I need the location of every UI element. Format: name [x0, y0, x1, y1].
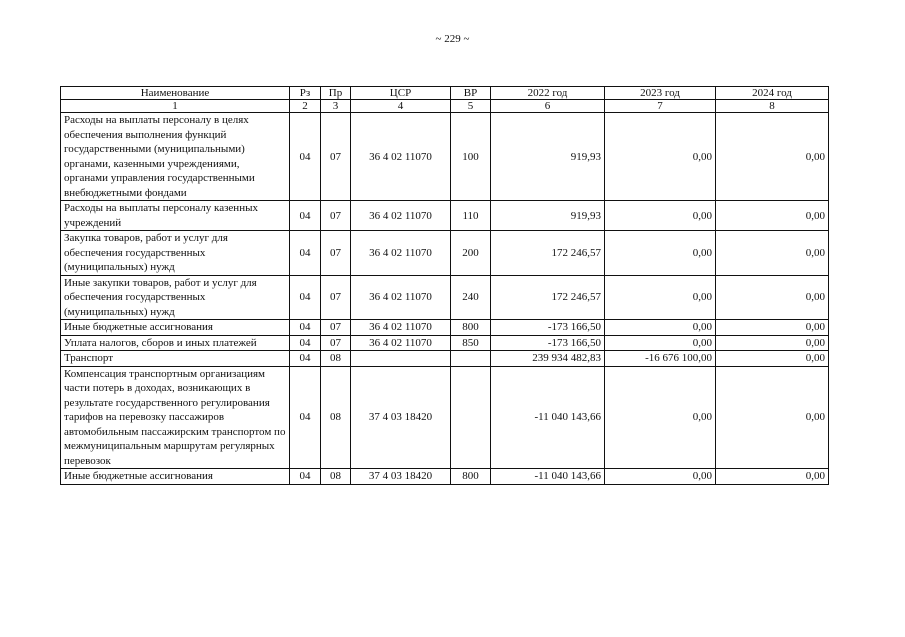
row-vr: 800: [451, 320, 491, 336]
row-2024: 0,00: [716, 335, 829, 351]
header-vr: ВР: [451, 87, 491, 100]
row-vr: 100: [451, 113, 491, 201]
row-2023: 0,00: [605, 335, 716, 351]
row-csr: 37 4 03 18420: [351, 366, 451, 469]
table-row: [61, 320, 829, 336]
row-2022: 172 246,57: [491, 275, 605, 320]
row-pr: 07: [321, 275, 351, 320]
row-rz: 04: [290, 469, 321, 485]
row-rz: 04: [290, 320, 321, 336]
row-2023: 0,00: [605, 469, 716, 485]
row-2024: 0,00: [716, 201, 829, 231]
row-vr: 850: [451, 335, 491, 351]
row-2024: 0,00: [716, 231, 829, 276]
row-vr: 800: [451, 469, 491, 485]
header-csr: ЦСР: [351, 87, 451, 100]
column-number-row: [61, 100, 829, 113]
row-pr: 07: [321, 320, 351, 336]
row-vr: 240: [451, 275, 491, 320]
column-number: 3: [321, 100, 351, 113]
row-2023: 0,00: [605, 113, 716, 201]
row-2022: 919,93: [491, 201, 605, 231]
row-2024: 0,00: [716, 469, 829, 485]
row-csr: 36 4 02 11070: [351, 231, 451, 276]
column-number: 7: [605, 100, 716, 113]
column-number: 4: [351, 100, 451, 113]
table-row: [61, 469, 829, 485]
table-row: [61, 351, 829, 367]
row-2023: -16 676 100,00: [605, 351, 716, 367]
table-row: [61, 231, 829, 276]
row-csr: 36 4 02 11070: [351, 275, 451, 320]
row-pr: 07: [321, 113, 351, 201]
row-rz: 04: [290, 201, 321, 231]
table-row: [61, 366, 829, 469]
row-2024: 0,00: [716, 320, 829, 336]
row-csr: [351, 351, 451, 367]
header-pr: Пр: [321, 87, 351, 100]
header-2024: 2024 год: [716, 87, 829, 100]
page-number: ~ 229 ~: [435, 33, 470, 45]
table-row: [61, 335, 829, 351]
column-number: 8: [716, 100, 829, 113]
row-name: Расходы на выплаты персоналу казенных учреждений: [61, 201, 290, 231]
header-2022: 2022 год: [491, 87, 605, 100]
row-pr: 08: [321, 351, 351, 367]
row-vr: [451, 366, 491, 469]
row-pr: 08: [321, 469, 351, 485]
row-2022: -173 166,50: [491, 335, 605, 351]
row-name: Закупка товаров, работ и услуг для обеспечения государственных (муниципальных) нужд: [61, 231, 290, 276]
row-rz: 04: [290, 366, 321, 469]
row-2022: -11 040 143,66: [491, 366, 605, 469]
row-name: Иные закупки товаров, работ и услуг для обеспечения государственных (муниципальных) нужд: [61, 275, 290, 320]
row-rz: 04: [290, 335, 321, 351]
row-csr: 36 4 02 11070: [351, 320, 451, 336]
row-csr: 36 4 02 11070: [351, 201, 451, 231]
row-rz: 04: [290, 113, 321, 201]
row-name: Иные бюджетные ассигнования: [61, 320, 290, 336]
row-2022: 172 246,57: [491, 231, 605, 276]
row-2022: -173 166,50: [491, 320, 605, 336]
row-name: Расходы на выплаты персоналу в целях обеспечения выполнения функций государственными (муниципальными) органами, казенными учреждениями, органами управления государственными внебюджетными фондами: [61, 113, 290, 201]
column-number: 1: [61, 100, 290, 113]
row-pr: 07: [321, 201, 351, 231]
row-2023: 0,00: [605, 275, 716, 320]
row-2024: 0,00: [716, 351, 829, 367]
row-csr: 36 4 02 11070: [351, 335, 451, 351]
row-rz: 04: [290, 351, 321, 367]
row-2023: 0,00: [605, 320, 716, 336]
budget-table: [60, 86, 829, 485]
row-name: Иные бюджетные ассигнования: [61, 469, 290, 485]
row-vr: 110: [451, 201, 491, 231]
row-rz: 04: [290, 275, 321, 320]
row-2022: -11 040 143,66: [491, 469, 605, 485]
row-2024: 0,00: [716, 275, 829, 320]
row-csr: 37 4 03 18420: [351, 469, 451, 485]
header-2023: 2023 год: [605, 87, 716, 100]
column-number: 2: [290, 100, 321, 113]
row-name: Транспорт: [61, 351, 290, 367]
row-2023: 0,00: [605, 201, 716, 231]
row-name: Компенсация транспортным организациям части потерь в доходах, возникающих в результате государственного регулирования тарифов на перевозку пассажиров автомобильным пассажирским транспортом по межмуниципальным маршрутам регулярных перевозок: [61, 366, 290, 469]
header-rz: Рз: [290, 87, 321, 100]
row-name: Уплата налогов, сборов и иных платежей: [61, 335, 290, 351]
row-pr: 07: [321, 231, 351, 276]
row-pr: 08: [321, 366, 351, 469]
row-2022: 239 934 482,83: [491, 351, 605, 367]
row-csr: 36 4 02 11070: [351, 113, 451, 201]
header-row: [61, 87, 829, 100]
row-vr: 200: [451, 231, 491, 276]
row-pr: 07: [321, 335, 351, 351]
row-2024: 0,00: [716, 113, 829, 201]
row-vr: [451, 351, 491, 367]
row-2023: 0,00: [605, 231, 716, 276]
table-row: [61, 201, 829, 231]
column-number: 6: [491, 100, 605, 113]
row-2023: 0,00: [605, 366, 716, 469]
header-name: Наименование: [61, 87, 290, 100]
column-number: 5: [451, 100, 491, 113]
row-2024: 0,00: [716, 366, 829, 469]
row-2022: 919,93: [491, 113, 605, 201]
table-row: [61, 113, 829, 201]
table-row: [61, 275, 829, 320]
row-rz: 04: [290, 231, 321, 276]
